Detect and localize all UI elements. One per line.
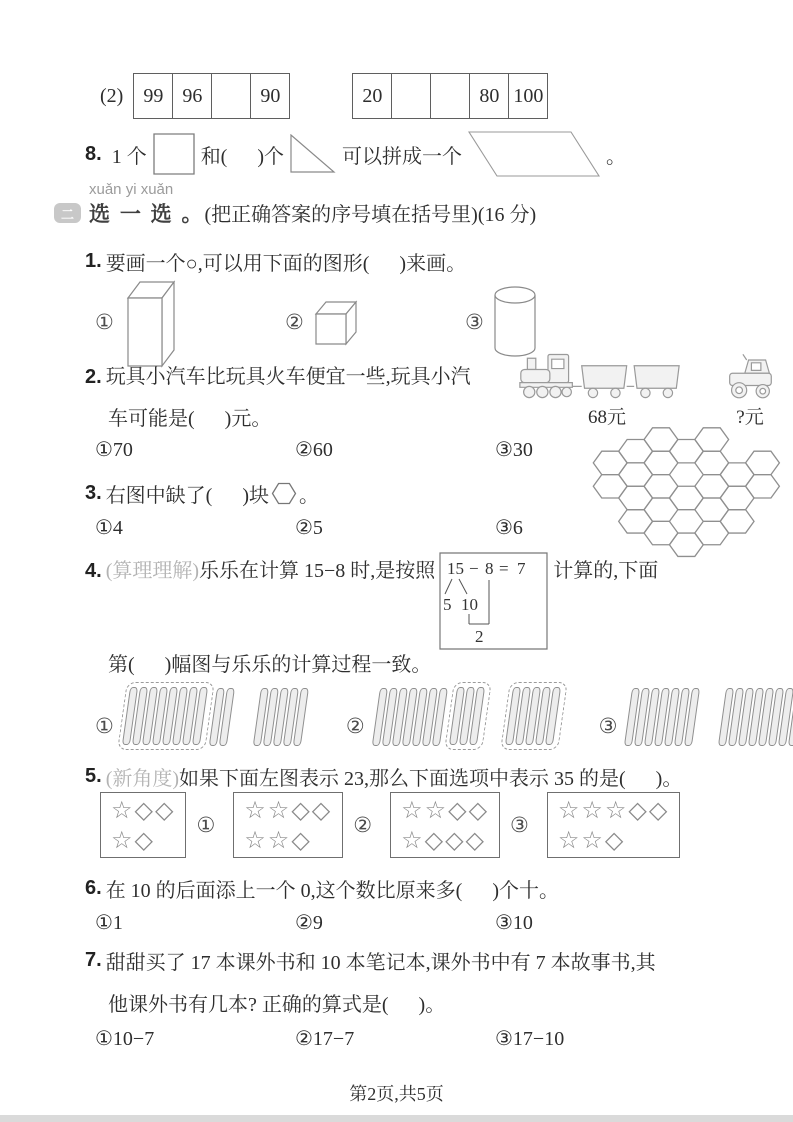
answer-option: ①10−7 — [95, 1028, 155, 1050]
symbol-row — [558, 795, 669, 825]
answer-option: ①4 — [95, 517, 123, 539]
hexagon-icon — [271, 482, 297, 505]
question-7-options — [95, 1026, 695, 1051]
section-badge: 二 — [54, 203, 81, 223]
question-number: 4. — [85, 560, 102, 582]
option-marker: ① — [95, 310, 114, 334]
question-1-choices — [95, 276, 538, 368]
question-3-options — [95, 515, 695, 540]
hexagon-cell — [695, 451, 729, 474]
option-marker: ① — [95, 714, 114, 738]
symbol-row — [244, 825, 332, 855]
stick-bundle — [368, 684, 453, 750]
question-number: 6. — [85, 877, 102, 899]
diamond-shape: ◇ — [445, 826, 466, 854]
hexagon-cell — [746, 475, 780, 498]
question-text: 要画一个○,可以用下面的图形( )来画。 — [105, 253, 467, 275]
question-text: 和( )个 — [200, 145, 285, 168]
hexagon-cell — [720, 510, 754, 533]
choice-1 — [95, 276, 285, 368]
option-marker: ① — [196, 813, 216, 837]
diagram-subtrahend: 8 — [485, 559, 494, 578]
diamond-shape: ◇ — [134, 826, 155, 854]
stick-choice-3 — [599, 684, 793, 750]
stick-bundle-dashed — [500, 682, 568, 750]
calculation-diagram — [439, 552, 549, 650]
hexagon-cell — [644, 428, 678, 451]
question-5 — [85, 762, 682, 791]
sequence-cell: 99 — [143, 84, 164, 107]
answer-option: ③6 — [495, 517, 523, 539]
section-title: 选 一 选 。 — [89, 203, 205, 226]
hexagon-cell — [593, 451, 627, 474]
hexagon-cell — [669, 486, 703, 509]
diagram-part-10: 10 — [461, 595, 479, 614]
number-sequence-row — [100, 73, 548, 119]
question-6-options — [95, 910, 695, 935]
option-marker: ② — [345, 714, 365, 738]
diamond-shape: ◇ — [604, 826, 626, 854]
diagram-result: 7 — [517, 559, 526, 578]
parallelogram-shape — [468, 131, 600, 177]
stick-bundle-dashed — [117, 682, 215, 750]
cube-shape — [312, 298, 360, 346]
question-number: 5. — [85, 765, 102, 787]
hexagon-cell — [746, 451, 780, 474]
hexagon-cell — [695, 428, 729, 451]
question-4-choices — [95, 682, 793, 750]
question-1 — [85, 247, 466, 276]
star-shape: ☆ — [267, 796, 292, 824]
question-text: 如果下面左图表示 23,那么下面选项中表示 35 的是( )。 — [179, 768, 683, 790]
symbol-row — [244, 795, 332, 825]
sequence-cell — [430, 74, 469, 118]
question-text: 可以拼成一个 — [342, 145, 463, 168]
sequence-table-2 — [352, 73, 548, 119]
diamond-shape: ◇ — [311, 796, 333, 824]
star-shape: ☆ — [111, 796, 135, 824]
symbol-row — [401, 795, 489, 825]
question-7 — [85, 946, 656, 975]
page-edge-shadow — [0, 1115, 793, 1122]
diamond-shape: ◇ — [468, 796, 490, 824]
answer-option: ①1 — [95, 912, 123, 934]
diagram-part-5: 5 — [443, 595, 452, 614]
stick-bundle — [715, 684, 793, 750]
hexagon-cell — [619, 486, 653, 509]
question-4 — [85, 556, 658, 650]
hexagon-cell — [644, 475, 678, 498]
option-marker: ② — [285, 310, 304, 334]
question-text-line1: 甜甜买了 17 本课外书和 10 本笔记本,课外书中有 7 本故事书,其 — [105, 952, 656, 974]
star-shape: ☆ — [111, 826, 135, 854]
page-number-footer: 第2页,共5页 — [349, 1084, 444, 1104]
cylinder-shape — [492, 286, 538, 358]
question-6 — [85, 874, 559, 903]
choice-box-2 — [390, 792, 500, 858]
option-marker: ② — [353, 813, 373, 837]
question-text: 右图中缺了( )块 — [105, 485, 270, 507]
diagram-minuend: 15 — [447, 559, 465, 578]
question-text-line1: 玩具小汽车比玩具火车便宜一些,玩具小汽 — [105, 366, 471, 388]
diamond-shape: ◇ — [134, 796, 155, 824]
option-marker: ③ — [465, 310, 484, 334]
choice-box-3 — [547, 792, 680, 858]
diagram-equals: = — [499, 559, 509, 578]
hexagon-cell — [669, 440, 703, 463]
symbol-row — [558, 825, 669, 855]
option-marker: ③ — [598, 714, 618, 738]
answer-option: ①70 — [95, 439, 133, 461]
question-number: 1. — [85, 250, 102, 272]
sequence-table-1 — [133, 73, 290, 119]
answer-option: ②60 — [295, 439, 333, 461]
sequence-cell — [391, 74, 430, 118]
star-shape: ☆ — [581, 796, 605, 824]
diamond-shape: ◇ — [291, 826, 312, 854]
option-marker: ③ — [510, 813, 529, 837]
diagram-minus: − — [469, 559, 479, 578]
question-number: 2. — [85, 366, 102, 388]
diagram-part-2: 2 — [475, 627, 484, 646]
square-shape — [153, 133, 195, 175]
sequence-cell: 80 — [469, 74, 508, 118]
sticks-diagram — [117, 682, 315, 750]
toy-car-image — [724, 352, 776, 402]
diamond-shape: ◇ — [465, 826, 486, 854]
question-number: 8. — [85, 142, 102, 165]
answer-option: ②5 — [295, 517, 323, 539]
question-4-text-line2: 第( )幅图与乐乐的计算过程一致。 — [108, 654, 432, 676]
diamond-shape: ◇ — [291, 796, 312, 824]
hexagon-cell — [619, 440, 653, 463]
star-shape: ☆ — [604, 796, 629, 824]
sequence-cell: 96 — [172, 74, 211, 118]
question-7-text-line2: 他课外书有几本? 正确的算式是( )。 — [108, 994, 446, 1016]
question-text: 1 个 — [111, 145, 147, 168]
question-text: 。 — [606, 145, 627, 168]
question-text-line2: 车可能是( )元。 — [108, 408, 272, 430]
reference-box — [100, 792, 186, 858]
sequence-cell: 100 — [508, 74, 547, 118]
section-header — [54, 181, 536, 228]
diamond-shape: ◇ — [448, 796, 469, 824]
symbol-row — [111, 795, 175, 825]
question-text: 计算的,下面 — [553, 560, 659, 582]
stick-choice-2 — [346, 682, 563, 750]
diamond-shape: ◇ — [154, 796, 176, 824]
hexagon-cell — [644, 451, 678, 474]
question-number: 7. — [85, 949, 102, 971]
choice-3 — [465, 286, 538, 358]
stick-bundle — [621, 684, 706, 750]
star-shape: ☆ — [401, 826, 425, 854]
sequence-cell: 20 — [362, 84, 383, 107]
star-shape: ☆ — [267, 826, 292, 854]
question-text: 乐乐在计算 15−8 时,是按照 — [199, 560, 436, 582]
sticks-diagram — [621, 684, 793, 750]
answer-option: ③10 — [495, 912, 533, 934]
star-shape: ☆ — [244, 826, 268, 854]
cuboid-shape — [122, 276, 180, 368]
section-subtitle: (把正确答案的序号填在括号里)(16 分) — [204, 204, 537, 226]
hexagon-cell — [695, 475, 729, 498]
hexagon-cell — [695, 521, 729, 544]
star-shape: ☆ — [581, 826, 605, 854]
question-tag: (新角度) — [105, 768, 180, 790]
diamond-shape: ◇ — [628, 796, 649, 824]
toy-train-image — [518, 352, 696, 402]
section-pinyin: xuǎn yi xuǎn — [89, 181, 174, 198]
answer-option: ③17−10 — [495, 1028, 565, 1050]
answer-option: ②9 — [295, 912, 323, 934]
answer-option: ②17−7 — [295, 1028, 355, 1050]
sticks-diagram — [368, 682, 568, 750]
sequence-cell — [211, 74, 250, 118]
choice-2 — [285, 298, 465, 346]
question-number: 3. — [85, 482, 102, 504]
question-2-pictures — [518, 352, 776, 429]
sequence-cell: 90 — [250, 74, 289, 118]
diamond-shape: ◇ — [648, 796, 670, 824]
star-shape: ☆ — [557, 796, 582, 824]
question-3 — [85, 479, 319, 508]
diamond-shape: ◇ — [424, 826, 446, 854]
item-label: (2) — [100, 84, 124, 107]
answer-option: ③30 — [495, 439, 533, 461]
star-shape: ☆ — [557, 826, 582, 854]
choice-box-1 — [233, 792, 343, 858]
question-2 — [85, 356, 471, 440]
star-shape: ☆ — [424, 796, 449, 824]
star-shape: ☆ — [401, 796, 425, 824]
triangle-shape — [290, 134, 336, 174]
stick-bundle — [249, 684, 314, 750]
car-price-label: ?元 — [736, 407, 764, 428]
symbol-row — [111, 825, 175, 855]
question-5-choices — [100, 792, 680, 858]
question-tag: (算理理解) — [105, 560, 200, 582]
hexagon-cell — [619, 463, 653, 486]
stick-choice-1 — [95, 682, 310, 750]
question-8 — [85, 131, 626, 177]
hexagon-cell — [695, 498, 729, 521]
hexagon-cell — [593, 475, 627, 498]
hexagon-cell — [720, 486, 754, 509]
question-text: 在 10 的后面添上一个 0,这个数比原来多( )个十。 — [105, 880, 560, 902]
star-shape: ☆ — [244, 796, 268, 824]
symbol-row — [401, 825, 489, 855]
question-text: 。 — [299, 485, 320, 507]
hexagon-cell — [720, 463, 754, 486]
train-price-label: 68元 — [587, 407, 626, 428]
